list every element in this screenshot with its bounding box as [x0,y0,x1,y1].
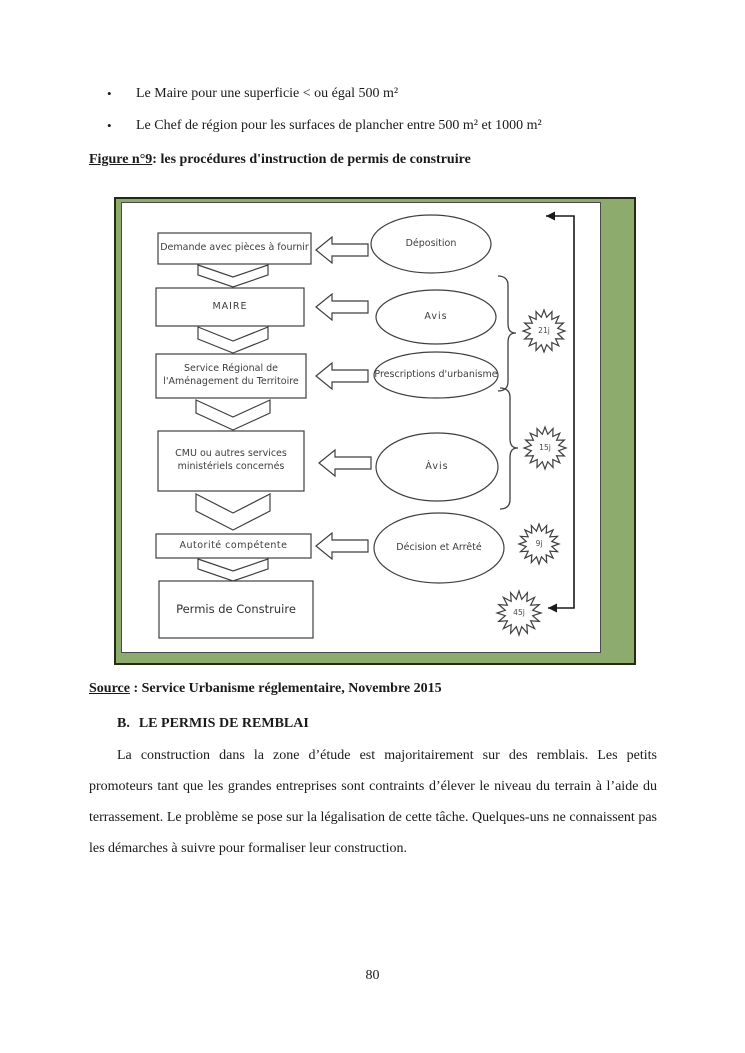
flowchart-canvas [121,202,601,653]
list-item [107,116,667,135]
figure-source [89,681,442,697]
section-heading [117,716,309,732]
bullet-text: Le Chef de région pour les surfaces de plancher entre 500 m² et 1000 m² [136,118,542,133]
left-arrow-icon [316,237,368,263]
figure-caption-label: Figure n°9 [89,152,153,167]
flowchart-figure [114,197,636,665]
left-arrow-icon [316,533,368,559]
section-title: LE PERMIS DE REMBLAI [138,716,309,731]
flow-ellipse-label: Prescriptions d'urbanisme [374,368,498,380]
page-number: 80 [365,968,380,983]
flow-box-label: Service Régional de l'Aménagement du Territoire [163,363,299,387]
starburst-label: 45j [513,607,525,617]
flow-box-label: MAIRE [212,300,248,312]
starburst-label: 15j [539,442,551,452]
figure-caption [89,152,471,168]
left-arrow-icon [316,294,368,320]
source-label: Source [89,681,130,696]
source-text: : Service Urbanisme réglementaire, Novembre 2015 [129,681,442,696]
down-arrow-icon [198,265,268,287]
figure-caption-text: : les procédures d'instruction de permis de construire [152,152,471,167]
flow-ellipse-label: Décision et Arrêté [396,541,482,553]
brace-21j-icon [498,276,516,391]
arrowhead-left-icon [546,212,555,221]
starburst-label: 21j [538,325,550,335]
flow-ellipse-label: Avis [424,310,448,322]
section-letter: B. [117,716,130,731]
flow-box-label: Permis de Construire [176,601,296,616]
down-arrow-icon [196,400,270,430]
down-arrow-icon [196,494,270,530]
flow-box-label: CMU ou autres services ministériels concernés [175,448,287,472]
starburst-label: 9j [535,538,543,548]
flow-ellipse-label: Déposition [405,237,457,249]
bullet-list [107,84,667,148]
down-arrow-icon [198,327,268,353]
bullet-icon: • [107,118,112,133]
bullet-icon: • [107,86,112,101]
down-arrow-icon [198,559,268,581]
arrowhead-left-icon [548,604,557,613]
left-arrow-icon [316,363,368,389]
body-paragraph: La construction dans la zone d’étude est majoritairement sur des remblais. Les petits promoteurs tant que les grandes entreprises sont contraints d’élever le niveau du terrain à l’aide du terrassement. Le problème se pose sur la légalisation de cette tâche. Quelques-uns ne connaissent pas les démarches à suivre pour formaliser leur construction. [89,748,657,856]
flow-ellipse-label: Àvis [425,460,449,472]
brace-15j-icon [500,388,518,509]
list-item [107,84,667,103]
left-arrow-icon [319,450,371,476]
flow-box-label: Autorité compétente [179,539,288,551]
flow-box-label: Demande avec pièces à fournir [160,242,309,254]
bullet-text: Le Maire pour une superficie < ou égal 500 m² [136,86,399,101]
